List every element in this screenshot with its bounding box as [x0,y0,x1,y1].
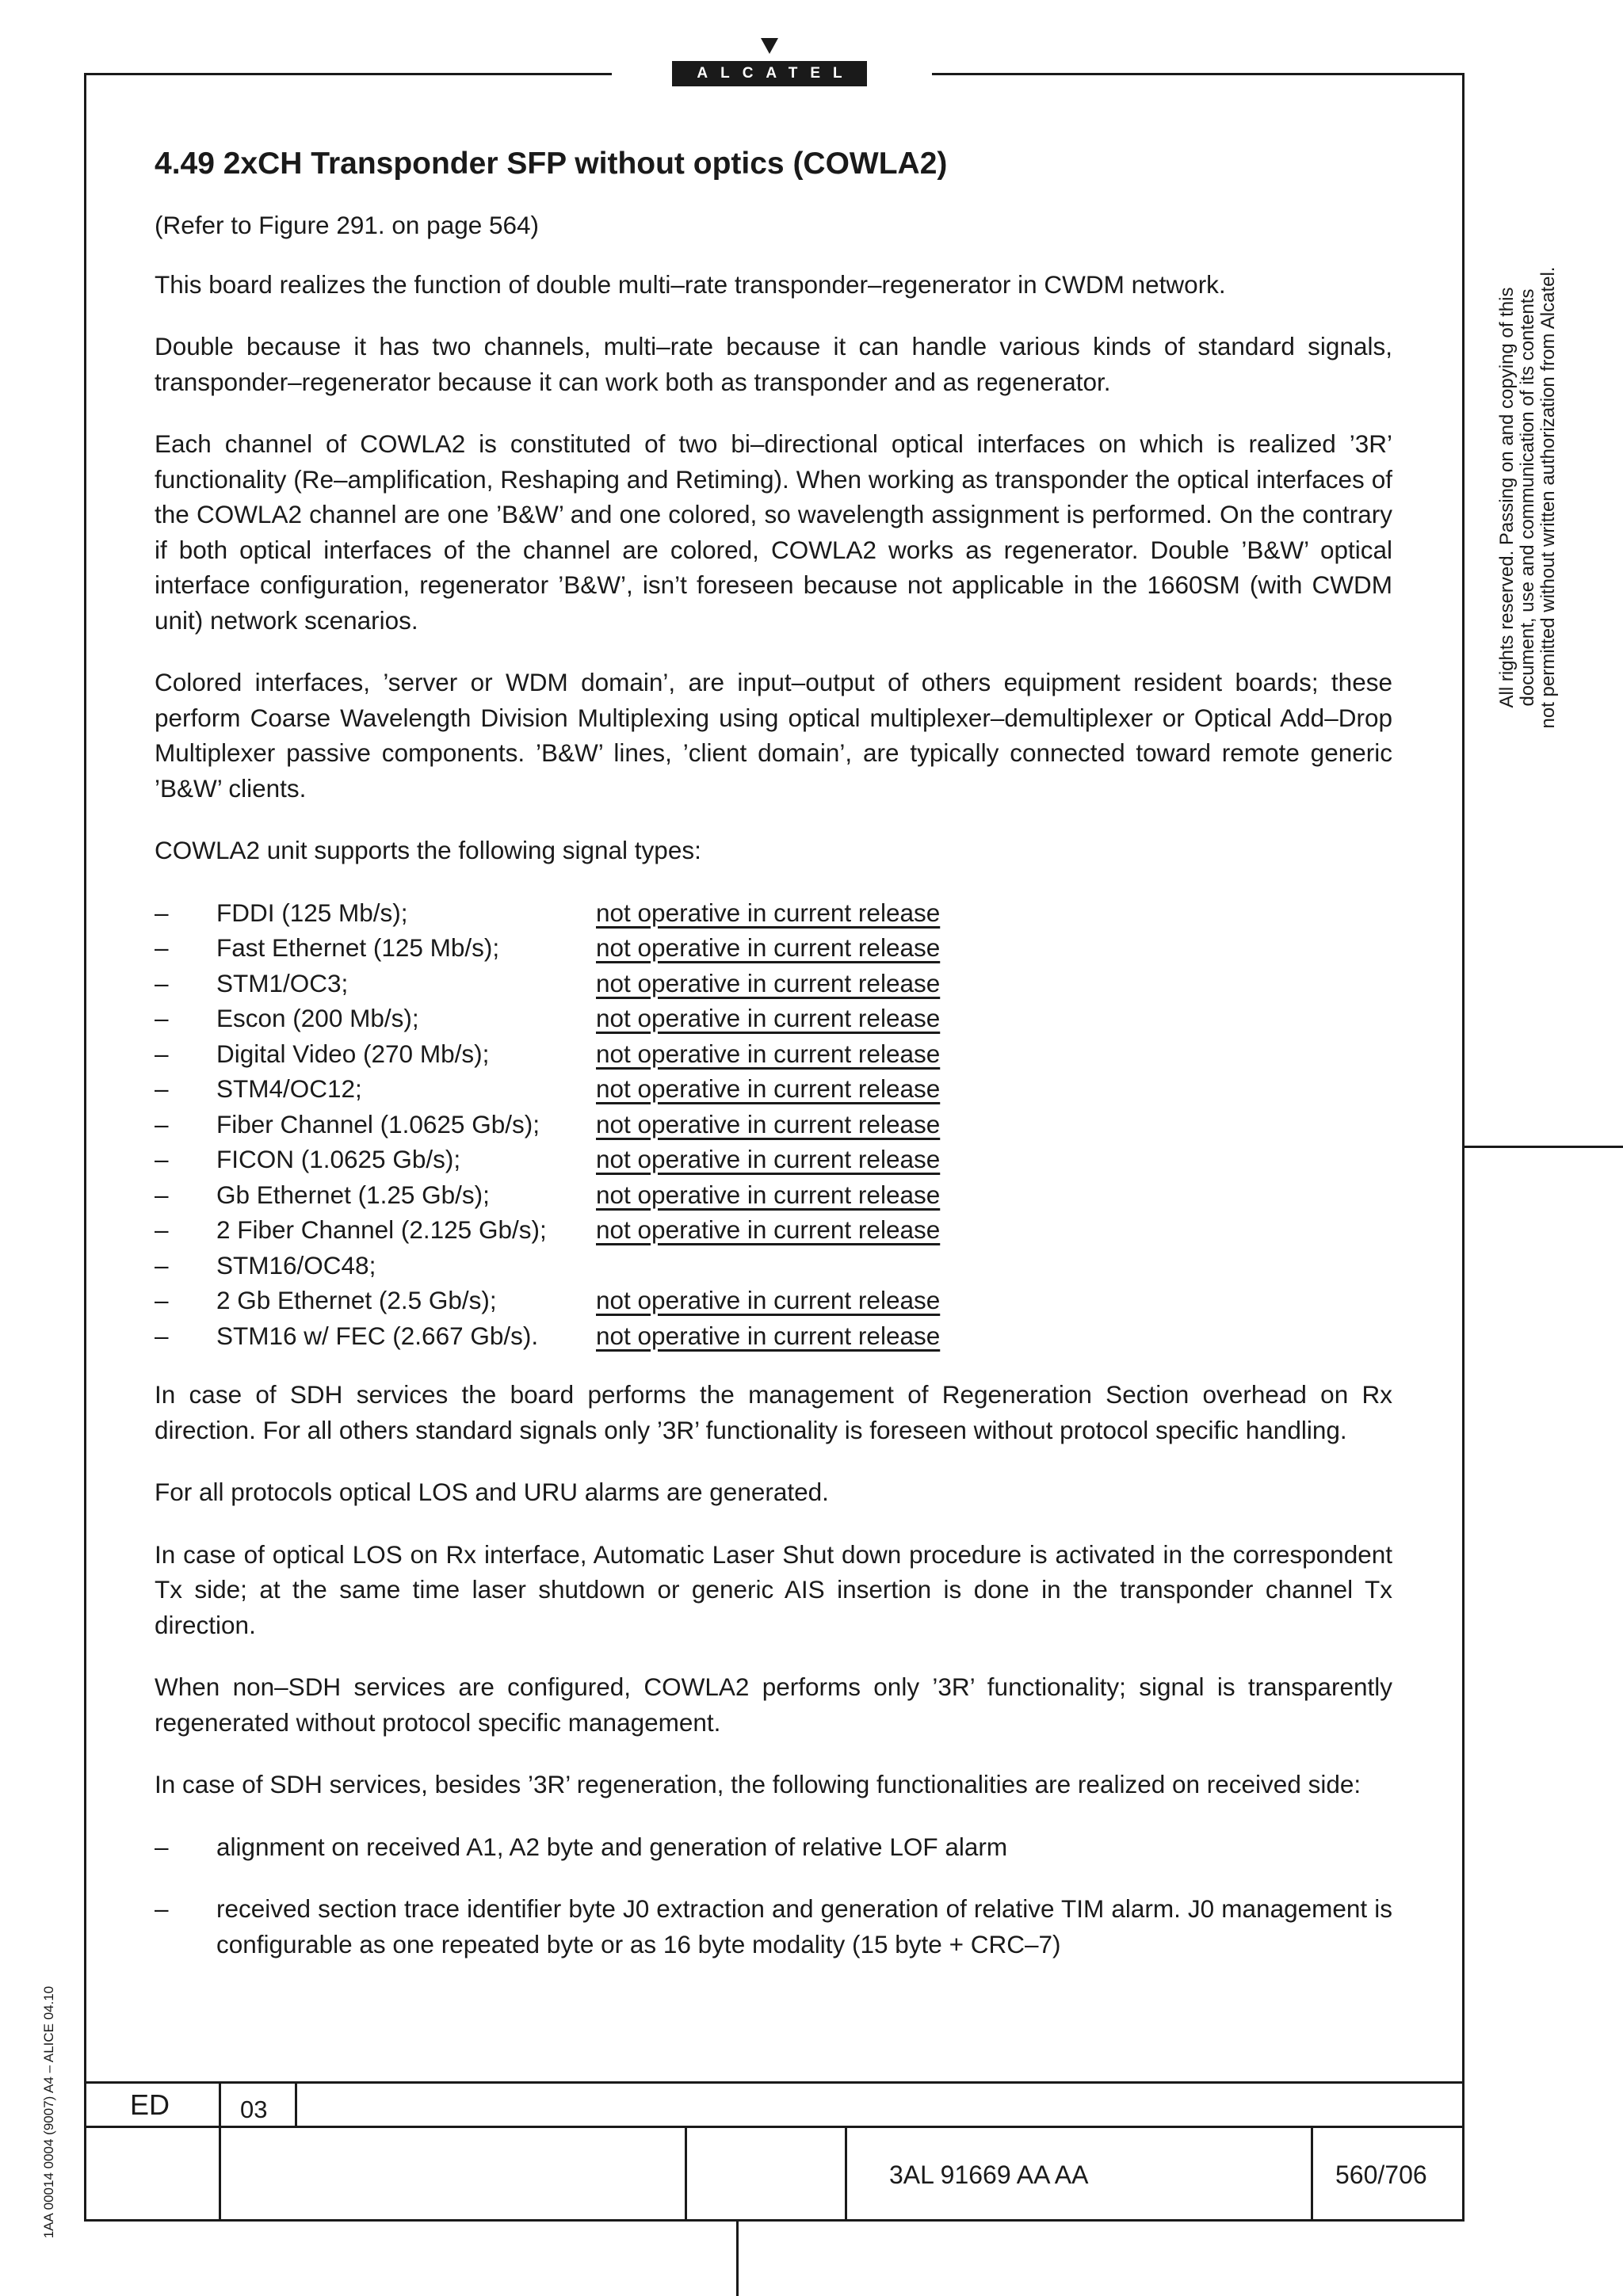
signal-name: Escon (200 Mb/s); [216,1004,419,1032]
logo-text: ALCATEL [672,61,867,86]
list-item [155,1071,1392,1107]
list-dash: – [155,933,169,962]
paragraph: In case of optical LOS on Rx interface, Automatic Laser Shut down procedure is activated in the correspondent Tx side; at the same time laser shutdown or generic AIS insertion is done in the transponder channel Tx direction. [155,1539,1392,1639]
list-dash: – [155,1894,169,1923]
signal-note: not operative in current release [596,1215,941,1244]
signal-name: Fast Ethernet (125 Mb/s); [216,933,500,962]
frame-left-line [84,73,86,2222]
ed-label: ED [130,2088,170,2121]
paragraph: COWLA2 unit supports the following signal types: [155,836,701,864]
list-item [155,1107,1392,1142]
signal-name: 2 Gb Ethernet (2.5 Gb/s); [216,1286,497,1314]
doc-code-text: 1AA 00014 0004 (9007) A4 – ALICE 04.10 [41,1985,56,2239]
list-dash: – [155,1286,169,1314]
signal-note: not operative in current release [596,1109,941,1138]
alcatel-logo [672,38,867,86]
logo-arrow-icon [761,38,778,54]
paragraph: Each channel of COWLA2 is constituted of two bi–directional optical interfaces on which is realized ’3R’ functionality (Re–amplification, Reshaping and Retiming). When working as transponder the optical interfaces of the COWLA2 channel are one ’B&W’ and one colored, so wavelength assignment is performed. On the contrary if both optical interfaces of the channel are colored, COWLA2 works as regenerator. Double ’B&W’ optical interface configuration, regenerator ’B&W’, isn’t foreseen because not applicable in the 1660SM (with CWDM unit) network scenarios. [155,429,1392,635]
signal-note: not operative in current release [596,1321,941,1350]
signal-note: not operative in current release [596,1145,941,1173]
signal-name: STM4/OC12; [216,1074,362,1103]
list-dash: – [155,1832,169,1861]
signal-name: FDDI (125 Mb/s); [216,898,408,927]
title-block-divider [1311,2126,1313,2222]
list-dash: – [155,898,169,927]
list-dash: – [155,1074,169,1103]
signal-name: STM1/OC3; [216,968,349,997]
frame-top-right-line [932,73,1465,75]
list-item [155,1248,1392,1283]
list-item [155,966,1392,1001]
list-item [155,1283,1392,1318]
list-dash: – [155,1039,169,1068]
list-item [155,1891,1392,1962]
signal-name: STM16 w/ FEC (2.667 Gb/s). [216,1321,539,1350]
document-number: 3AL 91669 AA AA [889,2161,1089,2189]
signal-note: not operative in current release [596,1039,941,1068]
paragraph: For all protocols optical LOS and URU alarms are generated. [155,1478,829,1506]
title-block-divider [295,2081,297,2127]
paragraph: Double because it has two channels, multi–rate because it can handle various kinds of standard signals, transponder–regenerator because it can work both as transponder and as regenerator. [155,332,1392,396]
page-number: 560/706 [1335,2161,1427,2189]
frame-side-tick [1462,1146,1623,1148]
signal-name: FICON (1.0625 Gb/s); [216,1145,461,1173]
figure-reference: (Refer to Figure 291. on page 564) [155,211,540,239]
signal-note: not operative in current release [596,1074,941,1103]
list-dash: – [155,1004,169,1032]
signal-note: not operative in current release [596,1004,941,1032]
list-dash: – [155,1145,169,1173]
paragraph: When non–SDH services are configured, COWLA2 performs only ’3R’ functionality; signal is transparently regenerated without protocol specific management. [155,1672,1392,1737]
list-item [155,930,1392,966]
paragraph: Colored interfaces, ’server or WDM domain’, are input–output of others equipment resident boards; these perform Coarse Wavelength Division Multiplexing using optical multiplexer–demultiplexer or Optical Add–Drop Multiplexer passive components. ’B&W’ lines, ’client domain’, are typically connected toward remote generic ’B&W’ clients. [155,668,1392,803]
list-dash: – [155,968,169,997]
list-dash: – [155,1321,169,1350]
signal-name: STM16/OC48; [216,1250,376,1280]
signal-types-list [155,895,1392,1354]
rights-line: All rights reserved. Passing on and copying of this [1496,287,1518,708]
frame-bottom-tick [736,2222,739,2296]
title-block-top-line [84,2081,1465,2084]
list-dash: – [155,1180,169,1209]
signal-note: not operative in current release [596,898,941,927]
functionality-text: alignment on received A1, A2 byte and generation of relative LOF alarm [216,1832,1008,1861]
rights-line: document, use and communication of its contents [1517,288,1538,707]
signal-note: not operative in current release [596,1286,941,1314]
list-item [155,1001,1392,1036]
title-block-divider [845,2126,847,2222]
page-content [155,143,1392,1989]
list-dash: – [155,1215,169,1244]
functionality-text: received section trace identifier byte J0 extraction and generation of relative TIM alarm. J0 management is configurable as one repeated byte or as 16 byte modality (15 byte + CRC–7) [216,1894,1392,1958]
paragraph: This board realizes the function of double multi–rate transponder–regenerator in CWDM network. [155,269,1226,299]
list-item [155,1829,1392,1865]
list-item [155,1142,1392,1177]
list-item [155,1212,1392,1248]
title-block-divider [219,2081,221,2222]
title-block-divider [685,2126,687,2222]
signal-note: not operative in current release [596,968,941,997]
list-item [155,895,1392,931]
signal-note: not operative in current release [596,1180,941,1209]
list-dash: – [155,1250,169,1280]
signal-name: Fiber Channel (1.0625 Gb/s); [216,1109,540,1138]
list-item [155,1318,1392,1354]
list-item [155,1177,1392,1213]
signal-note: not operative in current release [596,933,941,962]
ed-value: 03 [240,2096,268,2123]
signal-name: Digital Video (270 Mb/s); [216,1039,490,1068]
signal-name: 2 Fiber Channel (2.125 Gb/s); [216,1215,547,1244]
paragraph: In case of SDH services the board performs the management of Regeneration Section overhead on Rx direction. For all others standard signals only ’3R’ functionality is foreseen without protocol specific handling. [155,1380,1392,1444]
rights-line: not permitted without written authorization from Alcatel. [1537,266,1559,729]
title-block-bottom-line [84,2219,1465,2222]
paragraph: In case of SDH services, besides ’3R’ regeneration, the following functionalities are realized on received side: [155,1770,1361,1798]
list-item [155,1036,1392,1072]
title-block-mid-line [84,2126,1465,2128]
section-title: 4.49 2xCH Transponder SFP without optics (COWLA2) [155,147,948,181]
functionalities-list [155,1829,1392,1962]
list-dash: – [155,1109,169,1138]
signal-name: Gb Ethernet (1.25 Gb/s); [216,1180,490,1209]
frame-top-left-line [84,73,612,75]
